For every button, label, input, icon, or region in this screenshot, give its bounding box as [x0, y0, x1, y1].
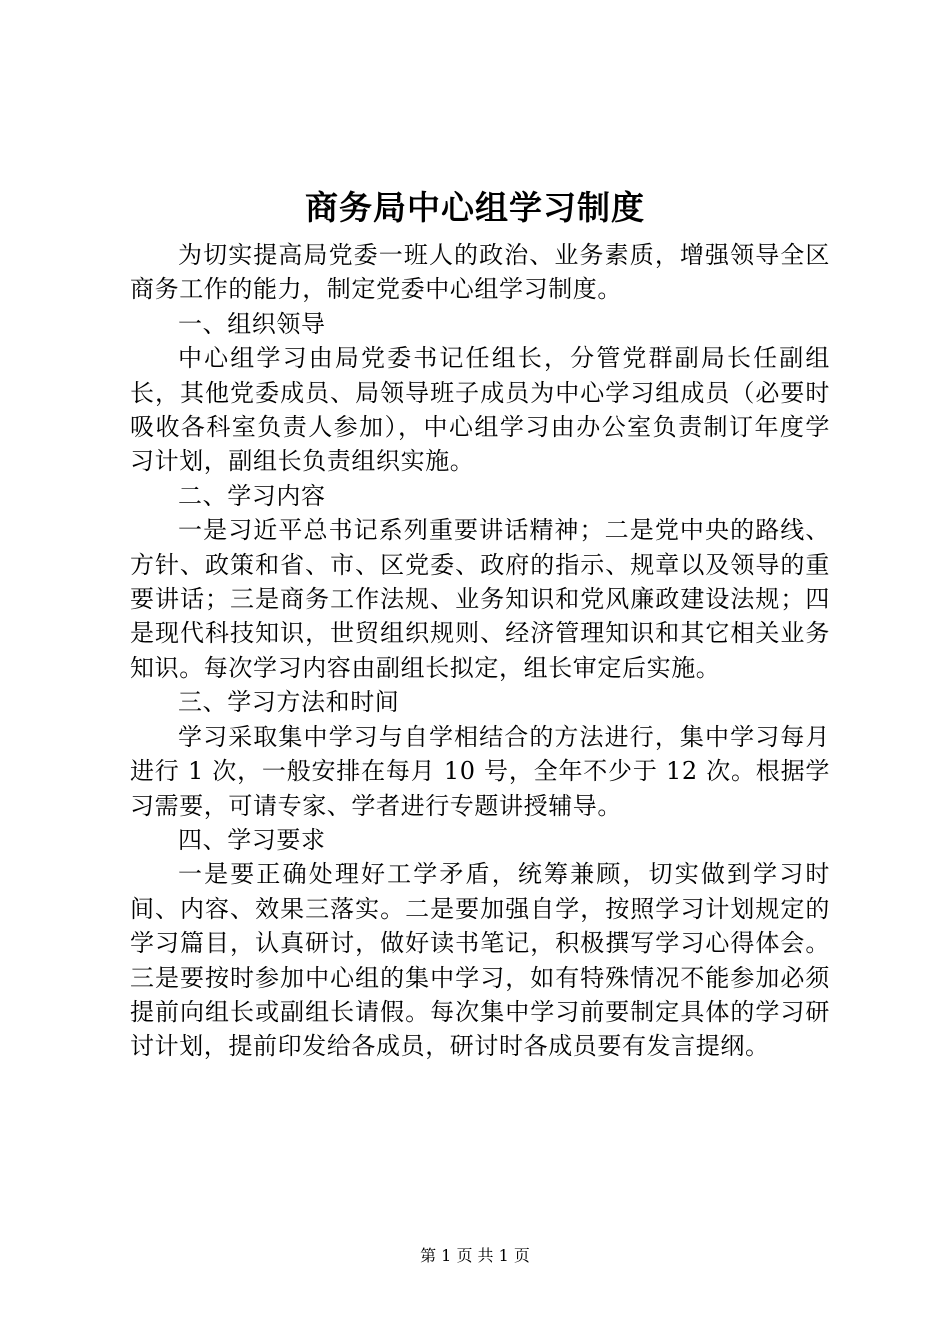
document-title: 商务局中心组学习制度 [305, 188, 645, 227]
section-heading-method: 三、学习方法和时间 [178, 688, 400, 717]
organization-paragraph: 中心组学习由局党委书记任组长，分管党群副局长任副组长，其他党委成员、局领导班子成员为中心学习组成员（必要时吸收各科室负责人参加），中心组学习由办公室负责制订年度学习计划，副组长负责组织实施。 [130, 344, 830, 476]
document-body [130, 238, 830, 1064]
content-paragraph: 一是习近平总书记系列重要讲话精神；二是党中央的路线、方针、政策和省、市、区党委、政府的指示、规章以及领导的重要讲话；三是商务工作法规、业务知识和党风廉政建设法规；四是现代科技知识，世贸组织规则、经济管理知识和其它相关业务知识。每次学习内容由副组长拟定，组长审定后实施。 [130, 516, 830, 682]
section-heading-requirements: 四、学习要求 [178, 825, 326, 854]
method-paragraph: 学习采取集中学习与自学相结合的方法进行，集中学习每月进行 1 次，一般安排在每月 10 号，全年不少于 12 次。根据学习需要，可请专家、学者进行专题讲授辅导。 [130, 722, 830, 820]
section-heading-organization: 一、组织领导 [178, 309, 326, 338]
page-footer: 第 1 页 共 1 页 [420, 1246, 530, 1265]
section-heading-content: 二、学习内容 [178, 481, 326, 510]
intro-paragraph: 为切实提高局党委一班人的政治、业务素质，增强领导全区商务工作的能力，制定党委中心组学习制度。 [130, 241, 830, 304]
requirements-paragraph: 一是要正确处理好工学矛盾，统筹兼顾，切实做到学习时间、内容、效果三落实。二是要加强自学，按照学习计划规定的学习篇目，认真研讨，做好读书笔记，积极撰写学习心得体会。三是要按时参加中心组的集中学习，如有特殊情况不能参加必须提前向组长或副组长请假。每次集中学习前要制定具体的学习研讨计划，提前印发给各成员，研讨时各成员要有发言提纲。 [130, 860, 830, 1061]
